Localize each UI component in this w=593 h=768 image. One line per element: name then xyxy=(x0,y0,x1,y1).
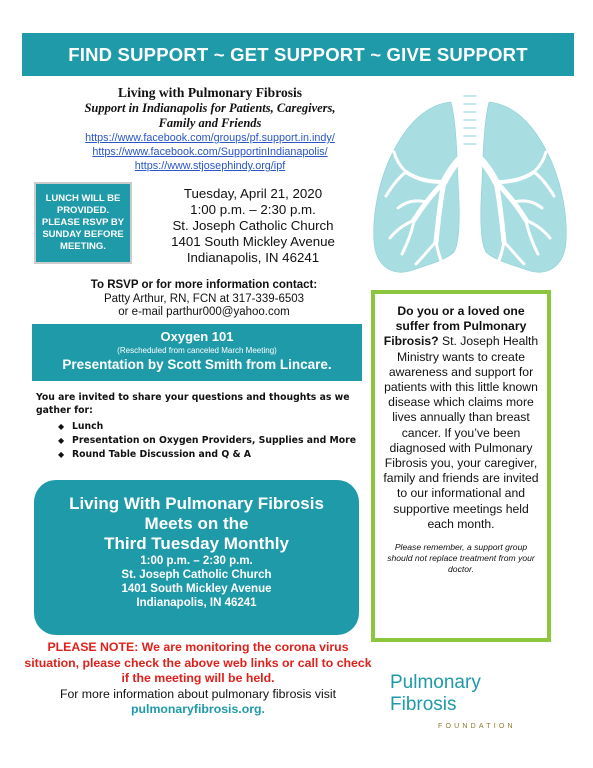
awareness-text: Do you or a loved one suffer from Pulmonary Fibrosis? St. Joseph Health Ministry wants to create awareness and support for patients with this little known disease which claims more lives annually than breast cancer. If you’ve been diagnosed with Pulmonary Fibrosis you, your caregiver, family and friends are invited to our informational and supportive meetings held each month. xyxy=(383,304,539,531)
event-address: 1401 South Mickley Avenue xyxy=(171,234,335,249)
event-details xyxy=(142,186,364,266)
event-time: 1:00 p.m. – 2:30 p.m. xyxy=(190,202,316,217)
intro-subtitle-2: Family and Friends xyxy=(158,116,262,130)
topic-box xyxy=(32,324,362,381)
diamond-bullet-icon: ◆ xyxy=(58,436,65,445)
monthly-meeting-box xyxy=(34,480,359,635)
header-banner: FIND SUPPORT ~ GET SUPPORT ~ GIVE SUPPORT xyxy=(22,33,574,76)
logo-tag: FOUNDATION xyxy=(438,723,516,730)
event-date: Tuesday, April 21, 2020 xyxy=(183,186,323,201)
event-venue: St. Joseph Catholic Church xyxy=(172,218,334,233)
notice-text: PLEASE NOTE: We are monitoring the corona virus situation, please check the above web links or call to check if the meeting will be held. xyxy=(24,640,372,685)
monthly-time: 1:00 p.m. – 2:30 p.m. xyxy=(140,555,253,567)
diamond-bullet-icon: ◆ xyxy=(58,450,65,459)
rsvp-email: or e-mail parthur000@yahoo.com xyxy=(118,306,290,318)
logo-name: Pulmonary Fibrosis xyxy=(390,672,481,715)
intro-block xyxy=(40,85,380,173)
website-link[interactable]: pulmonaryfibrosis.org. xyxy=(131,702,265,716)
list-item: ◆ Presentation on Oxygen Providers, Supplies and More xyxy=(58,435,357,446)
list-item: ◆ Lunch xyxy=(58,421,104,432)
diamond-bullet-icon: ◆ xyxy=(58,422,65,431)
rsvp-contact: Patty Arthur, RN, FCN at 317-339-6503 xyxy=(103,292,305,305)
intro-title: Living with Pulmonary Fibrosis xyxy=(118,85,302,100)
awareness-reminder: Please remember, a support group should not replace treatment from your doctor. xyxy=(387,542,535,575)
foundation-logo xyxy=(390,672,550,730)
invite-intro: You are invited to share your questions and thoughts as we gather for: xyxy=(36,392,350,416)
topic-note: (Rescheduled from canceled March Meeting) xyxy=(117,346,277,355)
notice-more-info: For more information about pulmonary fibrosis visit xyxy=(59,686,337,701)
lunch-notice-text: LUNCH WILL BE PROVIDED. PLEASE RSVP BY SUNDAY BEFORE MEETING. xyxy=(41,193,125,252)
rsvp-block xyxy=(34,279,374,320)
monthly-line-1: Living With Pulmonary Fibrosis xyxy=(69,494,324,513)
event-city: Indianapolis, IN 46241 xyxy=(186,250,320,265)
invite-block xyxy=(36,391,366,462)
monthly-line-2: Meets on the xyxy=(144,514,249,533)
facebook-page-link[interactable]: https://www.facebook.com/SupportinIndianapolis/ xyxy=(92,146,328,158)
list-item: ◆ Round Table Discussion and Q & A xyxy=(58,449,252,460)
monthly-address: 1401 South Mickley Avenue xyxy=(121,583,272,595)
lungs-illustration-icon xyxy=(368,92,572,284)
monthly-line-3: Third Tuesday Monthly xyxy=(104,534,289,553)
monthly-venue: St. Joseph Catholic Church xyxy=(121,569,272,581)
intro-subtitle-1: Support in Indianapolis for Patients, Caregivers, xyxy=(84,101,336,115)
awareness-box xyxy=(371,290,551,642)
facebook-group-link[interactable]: https://www.facebook.com/groups/pf.support.in.indy/ xyxy=(85,132,335,144)
stjoseph-link[interactable]: https://www.stjosephindy.org/ipf xyxy=(134,160,286,172)
lunch-notice xyxy=(34,182,132,264)
invite-list xyxy=(36,420,366,461)
notice-block xyxy=(22,640,374,718)
rsvp-heading: To RSVP or for more information contact: xyxy=(90,279,318,291)
monthly-city: Indianapolis, IN 46241 xyxy=(136,597,257,609)
topic-presenter: Presentation by Scott Smith from Lincare. xyxy=(62,357,332,372)
topic-title: Oxygen 101 xyxy=(160,329,234,344)
